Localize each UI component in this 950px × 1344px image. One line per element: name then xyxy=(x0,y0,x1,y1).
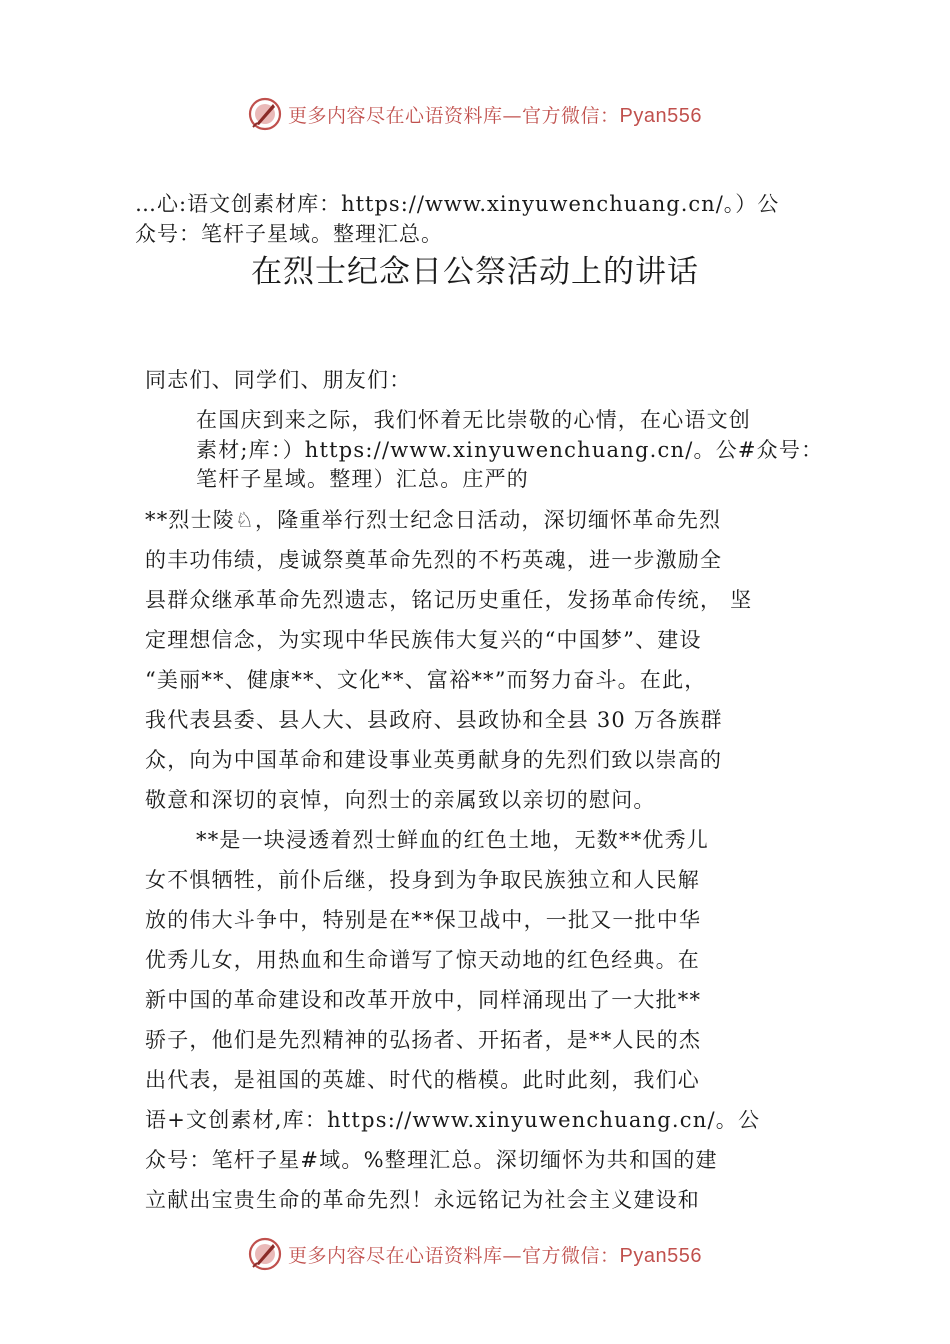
quill-pen-logo-icon xyxy=(248,97,282,131)
page-title: 在烈士纪念日公祭活动上的讲话 xyxy=(251,254,699,290)
paragraph-line: 放的伟大斗争中，特别是在**保卫战中，一批又一批中华 xyxy=(145,908,702,932)
watermark-banner-top xyxy=(0,94,950,134)
paragraph-line: 骄子，他们是先烈精神的弘扬者、开拓者，是**人民的杰 xyxy=(145,1028,702,1052)
banner-text: 更多内容尽在心语资料库—官方微信：Pyan556 xyxy=(288,1244,702,1267)
paragraph-line: 在国庆到来之际，我们怀着无比崇敬的心情，在心语文创 xyxy=(196,408,751,432)
paragraph-line: 优秀儿女，用热血和生命谱写了惊天动地的红色经典。在 xyxy=(145,948,700,972)
paragraph-line: 新中国的革命建设和改革开放中，同样涌现出了一大批** xyxy=(145,988,702,1012)
paragraph-line: **是一块浸透着烈士鲜血的红色土地，无数**优秀儿 xyxy=(196,828,709,852)
banner-text: 更多内容尽在心语资料库—官方微信：Pyan556 xyxy=(288,104,702,127)
paragraph-line: 我代表县委、县人大、县政府、县政协和全县 30 万各族群 xyxy=(145,708,723,732)
paragraph-line: 立献出宝贵生命的革命先烈！永远铭记为社会主义建设和 xyxy=(145,1188,700,1212)
paragraph-line: 的丰功伟绩，虔诚祭奠革命先烈的不朽英魂，进一步激励全 xyxy=(145,548,723,572)
paragraph-line: 语+文创素材,库：https://www.xinyuwenchuang.cn/。公 xyxy=(145,1108,761,1132)
greeting: 同志们、同学们、朋友们： xyxy=(145,368,412,392)
wechat-id: Pyan556 xyxy=(619,1244,702,1267)
paragraph-line: “美丽**、健康**、文化**、富裕**”而努力奋斗。在此， xyxy=(145,668,707,692)
paragraph-line: 众号：笔杆子星#域。%整理汇总。深切缅怀为共和国的建 xyxy=(145,1148,718,1172)
watermark-banner-bottom xyxy=(0,1234,950,1274)
header-line: 众号：笔杆子星域。整理汇总。 xyxy=(135,222,443,246)
paragraph-line: 素材;库：）https://www.xinyuwenchuang.cn/。公#众号： xyxy=(196,438,824,462)
paragraph-line: **烈士陵♘，隆重举行烈士纪念日活动，深切缅怀革命先烈 xyxy=(145,508,722,532)
header-line: …心:语文创素材库：https://www.xinyuwenchuang.cn/。）公 xyxy=(135,192,780,216)
paragraph-line: 出代表，是祖国的英雄、时代的楷模。此时此刻，我们心 xyxy=(145,1068,700,1092)
paragraph-line: 敬意和深切的哀悼，向烈士的亲属致以亲切的慰问。 xyxy=(145,788,656,812)
paragraph-line: 女不惧牺牲，前仆后继，投身到为争取民族独立和人民解 xyxy=(145,868,700,892)
wechat-id: Pyan556 xyxy=(619,104,702,127)
quill-pen-logo-icon xyxy=(248,1237,282,1271)
paragraph-line: 笔杆子星域。整理）汇总。庄严的 xyxy=(196,467,529,491)
paragraph-line: 众，向为中国革命和建设事业英勇献身的先烈们致以崇高的 xyxy=(145,748,723,772)
paragraph-line: 县群众继承革命先烈遗志，铭记历史重任，发扬革命传统， 坚 xyxy=(145,588,753,612)
paragraph-line: 定理想信念，为实现中华民族伟大复兴的“中国梦”、建设 xyxy=(145,628,702,652)
